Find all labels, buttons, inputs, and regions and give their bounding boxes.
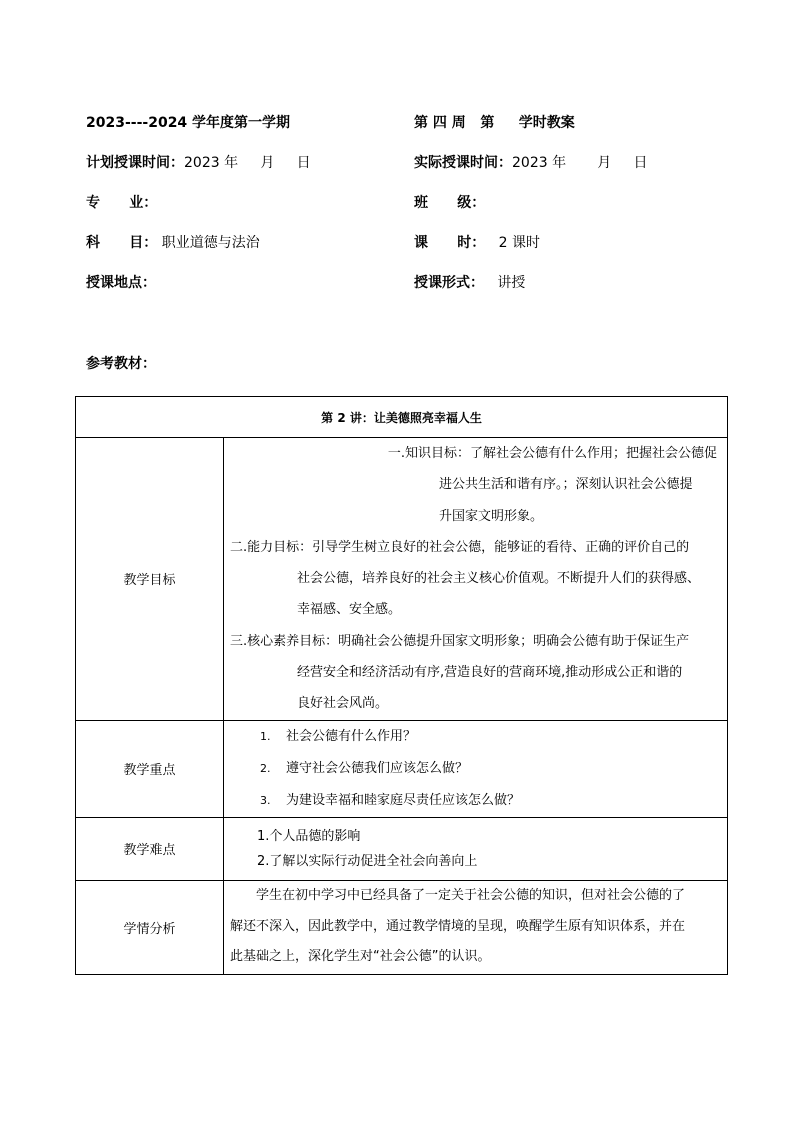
objectives-row <box>76 438 728 721</box>
objectives-content <box>224 438 728 721</box>
table-title-row <box>76 397 728 438</box>
difficulty-item: 2.了解以实际行动促进全社会向善向上 <box>257 853 478 869</box>
subject-label: 科 目： <box>86 235 158 251</box>
analysis-line: 解还不深入，因此教学中，通过教学情境的呈现，唤醒学生原有知识体系，并在 <box>230 918 686 934</box>
reference-label: 参考教材： <box>86 356 156 372</box>
objective-line: 二.能力目标：引导学生树立良好的社会公德，能够证的看待、正确的评价自己的 <box>230 539 690 555</box>
major-label: 专 业： <box>86 195 158 211</box>
subject-value: 职业道德与法治 <box>161 235 260 251</box>
year-term: 2023----2024 学年度第一学期 <box>86 115 291 131</box>
lecture-title: 第 2 讲：让美德照亮幸福人生 <box>76 397 728 438</box>
analysis-line: 此基础之上，深化学生对“社会公德”的认识。 <box>230 949 491 965</box>
key-point-item: 1. 社会公德有什么作用？ <box>260 728 417 744</box>
objective-line: 升国家文明形象。 <box>439 508 544 524</box>
hours-value: 2 课时 <box>498 235 540 251</box>
plan-time-label: 计划授课时间： <box>86 155 184 171</box>
objective-line: 幸福感、安全感。 <box>297 602 402 618</box>
difficulties-label: 教学难点 <box>76 817 224 880</box>
objective-line: 良好社会风尚。 <box>297 696 389 712</box>
hours-row <box>414 234 540 252</box>
class-label: 班 级： <box>414 195 486 211</box>
plan-time-row <box>86 154 311 172</box>
analysis-label: 学情分析 <box>76 880 224 974</box>
week-label <box>414 114 575 132</box>
week-number: 第 四 周 <box>414 115 466 131</box>
place-label: 授课地点： <box>86 275 156 291</box>
form-value: 讲授 <box>497 275 526 291</box>
difficulty-item: 1.个人品德的影响 <box>257 828 361 844</box>
key-points-row <box>76 720 728 817</box>
objectives-label: 教学目标 <box>76 438 224 721</box>
week-hour: 第 学时教案 <box>480 115 575 131</box>
key-point-item: 3. 为建设幸福和睦家庭尽责任应该怎么做？ <box>260 792 521 808</box>
actual-time-label: 实际授课时间： <box>414 155 512 171</box>
actual-time-value: 2023 年 月 日 <box>512 155 648 171</box>
objective-line: 经营安全和经济活动有序,营造良好的营商环境,推动形成公正和谐的 <box>297 665 683 681</box>
analysis-row <box>76 880 728 974</box>
hours-label: 课 时： <box>414 235 486 251</box>
subject-row <box>86 234 260 252</box>
plan-time-value: 2023 年 月 日 <box>184 155 311 171</box>
key-point-item: 2. 遵守社会公德我们应该怎么做？ <box>260 760 469 776</box>
objective-line: 社会公德，培养良好的社会主义核心价值观。不断提升人们的获得感、 <box>297 571 701 587</box>
analysis-line: 学生在初中学习中已经具备了一定关于社会公德的知识，但对社会公德的了 <box>256 888 686 904</box>
difficulties-row <box>76 817 728 880</box>
objective-line: 三.核心素养目标：明确社会公德提升国家文明形象；明确会公德有助于保证生产 <box>230 633 690 649</box>
key-points-content <box>224 720 728 817</box>
form-row <box>414 274 525 292</box>
key-points-label: 教学重点 <box>76 720 224 817</box>
objective-line: 进公共生活和谐有序。；深刻认识社会公德提 <box>439 477 693 493</box>
difficulties-content <box>224 817 728 880</box>
objective-line: 一.知识目标：了解社会公德有什么作用；把握社会公德促 <box>387 446 717 461</box>
analysis-content <box>224 880 728 974</box>
actual-time-row <box>414 154 647 172</box>
lesson-table <box>75 396 728 975</box>
form-label: 授课形式： <box>414 275 484 291</box>
